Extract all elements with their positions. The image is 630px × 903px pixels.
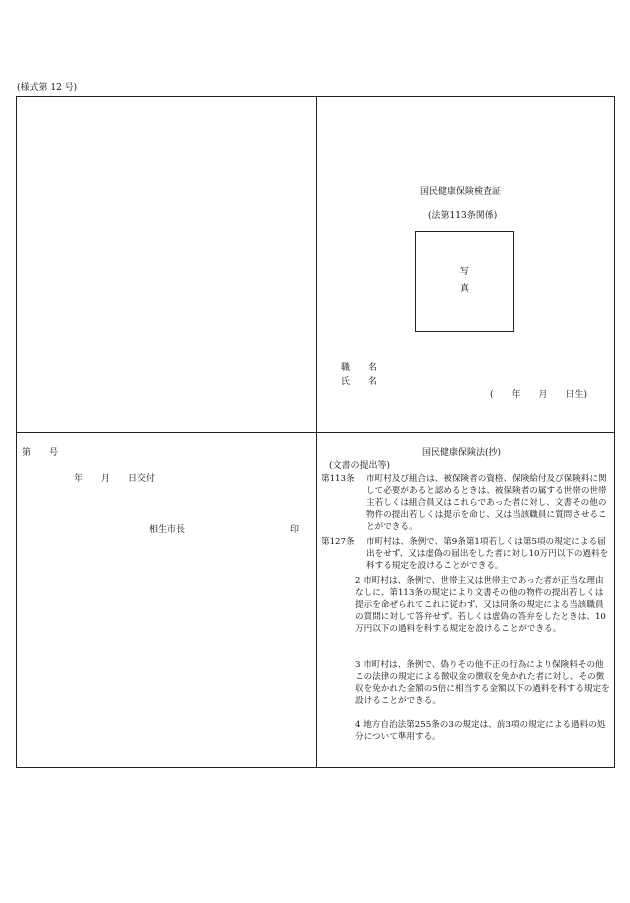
- certificate-title: 国民健康保険検査証: [420, 187, 502, 197]
- form-number-label: (様式第 12 号): [17, 83, 78, 93]
- birth-date-label: ( 年 月 日生): [490, 390, 588, 400]
- issuer-name: 相生市長: [149, 525, 186, 535]
- article-127-paragraph-3: 3 市町村は、条例で、偽りその他不正の行為により保険料その他この法律の規定による徴収金の徴収を免かれた者に対し、その徴収を免かれた金額の5倍に相当する金額以下の過料を科する規定を設けることができる。: [355, 660, 610, 707]
- card-back-top-cell: [16, 96, 317, 433]
- article-113-text: 市町村及び組合は、被保険者の資格、保険給付及び保険料に関して必要があると認めるときは、被保険者の属する世帯の世帯主若しくは組合員又はこれらであった者に対し、文書その他の物件の提出若しくは提示を命じ、又は当該職員に質問させることができる。: [366, 474, 607, 533]
- article-127-paragraph-2: 2 市町村は、条例で、世帯主又は世帯主であった者が正当な理由なしに、第113条の規定により文書その他の物件の提出若しくは提示を命ぜられてこれに従わず、又は同条の規定による当該職員の質問に対して答弁せず、若しくは虚偽の答弁をしたときは、10万円以下の過料を科する規定を設けることができる。: [355, 576, 606, 635]
- position-label: 職 名: [341, 363, 378, 373]
- article-113: [321, 473, 611, 535]
- name-label: 氏 名: [341, 377, 378, 387]
- certificate-number-label: 第 号: [22, 448, 59, 458]
- article-127-text: 市町村は、条例で、第9条第1項若しくは第5項の規定による届出をせず、又は虚偽の届出をした者に対し10万円以下の過料を科する規定を設けることができる。: [366, 537, 609, 572]
- photo-label-1: 写: [460, 267, 470, 277]
- section-heading: (文書の提出等): [329, 461, 391, 471]
- issuance-cell: [16, 432, 317, 768]
- photo-label-2: 真: [460, 284, 470, 294]
- article-127-paragraph-4: 4 地方自治法第255条の3の規定は、前3項の規定による過料の処分について準用する。: [355, 720, 606, 743]
- article-113-number: 第113条: [321, 474, 355, 484]
- issue-date-label: 年 月 日交付: [74, 474, 156, 484]
- article-127-number: 第127条: [321, 537, 355, 547]
- law-title: 国民健康保険法(抄): [422, 448, 502, 458]
- article-127: [321, 536, 611, 576]
- seal-mark: 印: [290, 525, 300, 535]
- photo-box: [415, 231, 514, 332]
- law-reference: (法第113条関係): [428, 211, 498, 221]
